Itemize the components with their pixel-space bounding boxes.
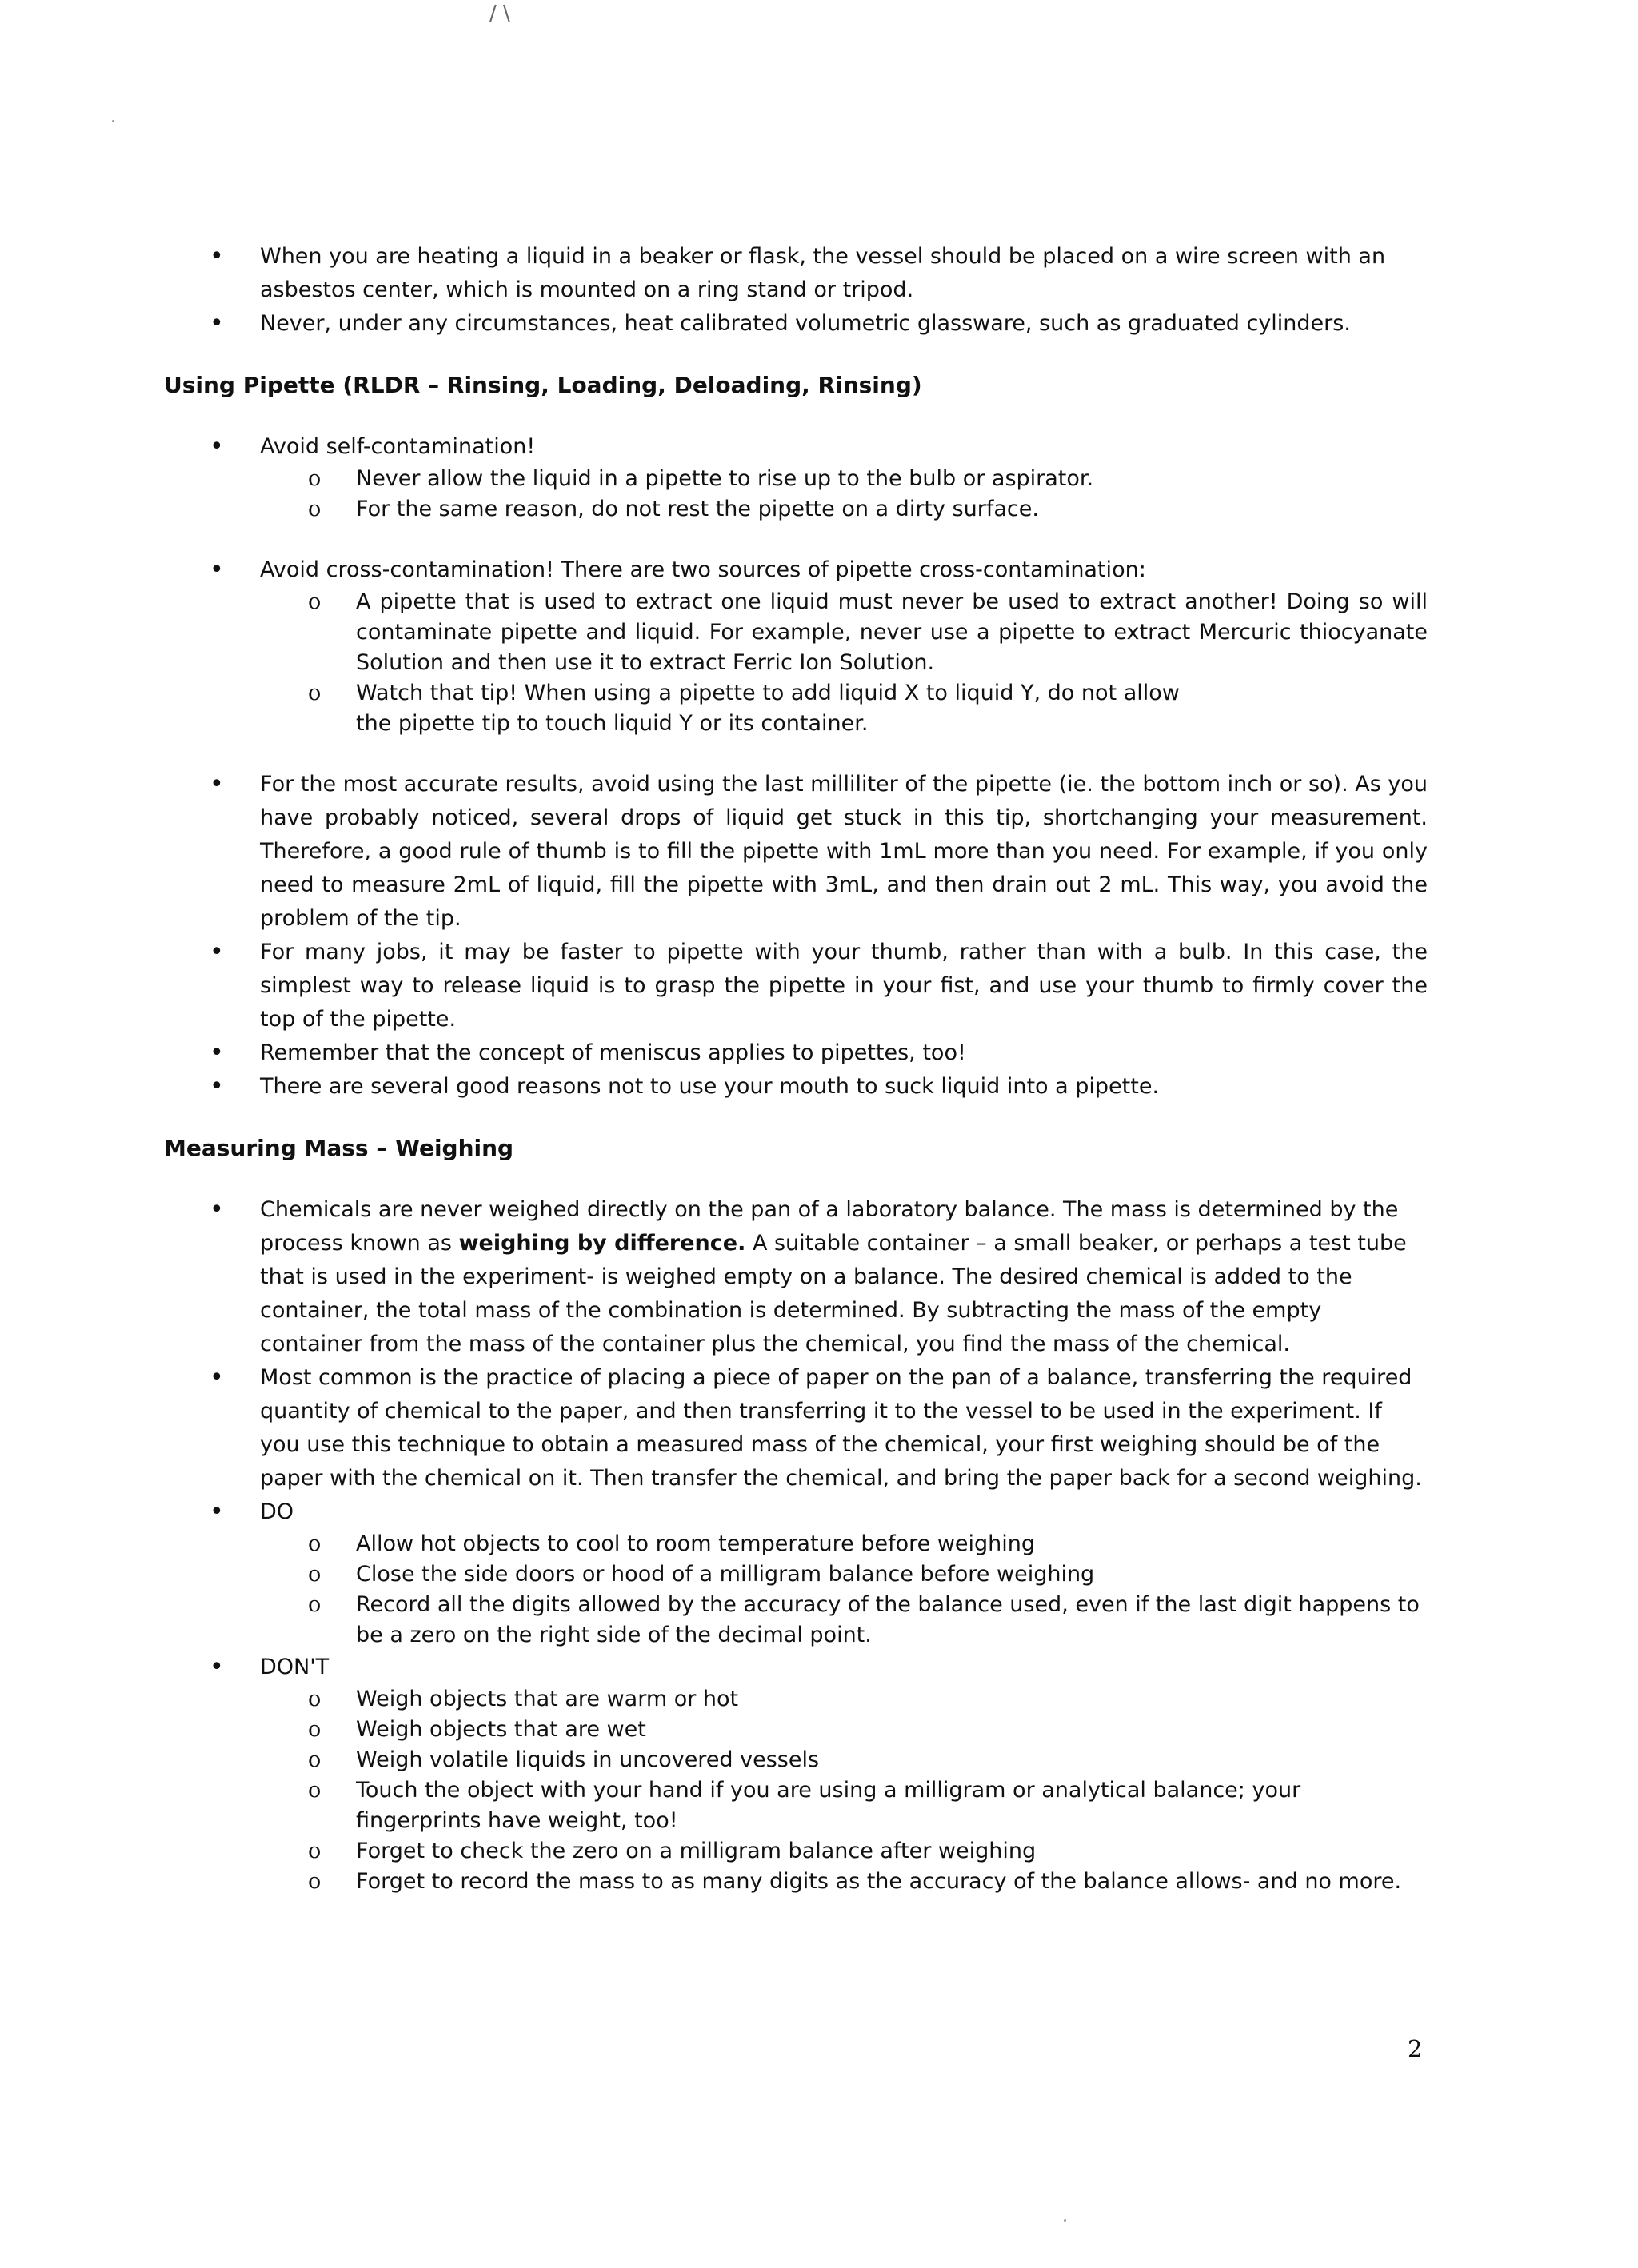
sub-list-item	[164, 1590, 1428, 1651]
sub-bullet-icon: o	[308, 497, 322, 521]
section-heading-pipette: Using Pipette (RLDR – Rinsing, Loading, Deloading, Rinsing)	[164, 372, 922, 398]
sub-list-text: Touch the object with your hand if you are using a milligram or analytical balance; your fingerprints have weight, too!	[356, 1778, 1301, 1833]
list-item: • There are several good reasons not to use your mouth to suck liquid into a pipette.	[164, 1070, 1428, 1104]
sub-list-item	[164, 1745, 1428, 1775]
list-item: • For many jobs, it may be faster to pipette with your thumb, rather than with a bulb. In this case, the simplest way to release liquid is to grasp the pipette in your fist, and use your thumb to firmly cover the top of the pipette.	[164, 936, 1428, 1036]
sub-list-item	[164, 678, 1428, 739]
text-run: Chemicals are never weighed directly on the pan of a laboratory balance. The mass is determined by the process known as	[260, 1197, 1399, 1256]
sub-list-text: A pipette that is used to extract one liquid must never be used to extract another! Doing so will contaminate pipette and liquid. For example, never use a pipette to extract Mercuric thiocyanate Solution and then use it to extract Ferric Ion Solution.	[356, 589, 1428, 675]
sub-bullet-icon: o	[308, 589, 322, 614]
sub-bullet-icon: o	[308, 1717, 322, 1742]
sub-list-item	[164, 494, 1428, 525]
sub-list-text: Close the side doors or hood of a milligram balance before weighing	[356, 1562, 1095, 1587]
sub-list-text: Weigh objects that are wet	[356, 1717, 646, 1742]
sub-list-item	[164, 464, 1428, 494]
list-item-dont: • DON'T	[164, 1651, 1428, 1684]
scan-speck	[112, 120, 114, 122]
sub-bullet-icon: o	[308, 1839, 322, 1863]
sub-bullet-icon: o	[308, 466, 322, 491]
sub-list-item	[164, 1867, 1428, 1897]
list-item: • When you are heating a liquid in a beaker or flask, the vessel should be placed on a wire screen with an asbestos center, which is mounted on a ring stand or tripod.	[164, 240, 1428, 307]
list-item: • Avoid cross-contamination! There are two sources of pipette cross-contamination:	[164, 553, 1428, 587]
list-item: • Never, under any circumstances, heat calibrated volumetric glassware, such as graduated cylinders.	[164, 307, 1428, 341]
scan-mark: / \	[489, 2, 510, 26]
sub-list-item	[164, 1775, 1428, 1836]
sub-list-text: Record all the digits allowed by the accuracy of the balance used, even if the last digit happens to be a zero on the right side of the decimal point.	[356, 1592, 1420, 1647]
sub-list-item	[164, 587, 1428, 678]
sub-list-text: Forget to check the zero on a milligram balance after weighing	[356, 1839, 1037, 1863]
sub-bullet-icon: o	[308, 1531, 322, 1556]
document-content	[164, 240, 1428, 1897]
sub-list-text: Forget to record the mass to as many digits as the accuracy of the balance allows- and no more.	[356, 1869, 1402, 1894]
sub-list-text: Watch that tip! When using a pipette to add liquid X to liquid Y, do not allow the pipette tip to touch liquid Y or its container.	[356, 681, 1180, 736]
sub-list-text: For the same reason, do not rest the pipette on a dirty surface.	[356, 497, 1039, 521]
list-item	[164, 1193, 1428, 1361]
list-item-do: • DO	[164, 1495, 1428, 1529]
section-heading-mass: Measuring Mass – Weighing	[164, 1135, 514, 1161]
list-item: • For the most accurate results, avoid using the last milliliter of the pipette (ie. the bottom inch or so). As you have probably noticed, several drops of liquid get stuck in this tip, shortchanging your measurement. Therefore, a good rule of thumb is to fill the pipette with 1mL more than you need. For example, if you only need to measure 2mL of liquid, fill the pipette with 3mL, and then drain out 2 mL. This way, you avoid the problem of the tip.	[164, 768, 1428, 936]
sub-list-text: Never allow the liquid in a pipette to rise up to the bulb or aspirator.	[356, 466, 1094, 491]
list-item: • Remember that the concept of meniscus applies to pipettes, too!	[164, 1036, 1428, 1070]
text-run: A suitable container – a small beaker, or perhaps a test tube that is used in the experiment- is weighed empty on a balance. The desired chemical is added to the container, the total mass of the combination is determined. By subtracting the mass of the empty container from the mass of the container plus the chemical, you find the mass of the chemical.	[260, 1231, 1407, 1356]
list-item: • Avoid self-contamination!	[164, 430, 1428, 464]
page-number: 2	[1408, 2035, 1423, 2062]
sub-bullet-icon: o	[308, 1869, 322, 1894]
list-item: • Most common is the practice of placing a piece of paper on the pan of a balance, transferring the required quantity of chemical to the paper, and then transferring it to the vessel to be used in the experiment. If you use this technique to obtain a measured mass of the chemical, your first weighing should be of the paper with the chemical on it. Then transfer the chemical, and bring the paper back for a second weighing.	[164, 1361, 1428, 1495]
emphasis-term: weighing by difference.	[458, 1231, 746, 1256]
sub-bullet-icon: o	[308, 1778, 322, 1803]
sub-list-text: Allow hot objects to cool to room temperature before weighing	[356, 1531, 1036, 1556]
sub-bullet-icon: o	[308, 1687, 322, 1711]
sub-list-text: Weigh volatile liquids in uncovered vessels	[356, 1747, 820, 1772]
sub-list-item	[164, 1836, 1428, 1867]
sub-list-text: Weigh objects that are warm or hot	[356, 1687, 739, 1711]
sub-bullet-icon: o	[308, 1562, 322, 1587]
sub-bullet-icon: o	[308, 1747, 322, 1772]
sub-bullet-icon: o	[308, 1592, 322, 1617]
sub-list-item	[164, 1559, 1428, 1590]
sub-list-item	[164, 1715, 1428, 1745]
sub-list-item	[164, 1529, 1428, 1559]
scan-speck	[1064, 2219, 1066, 2222]
sub-list-item	[164, 1684, 1428, 1715]
sub-bullet-icon: o	[308, 681, 322, 705]
